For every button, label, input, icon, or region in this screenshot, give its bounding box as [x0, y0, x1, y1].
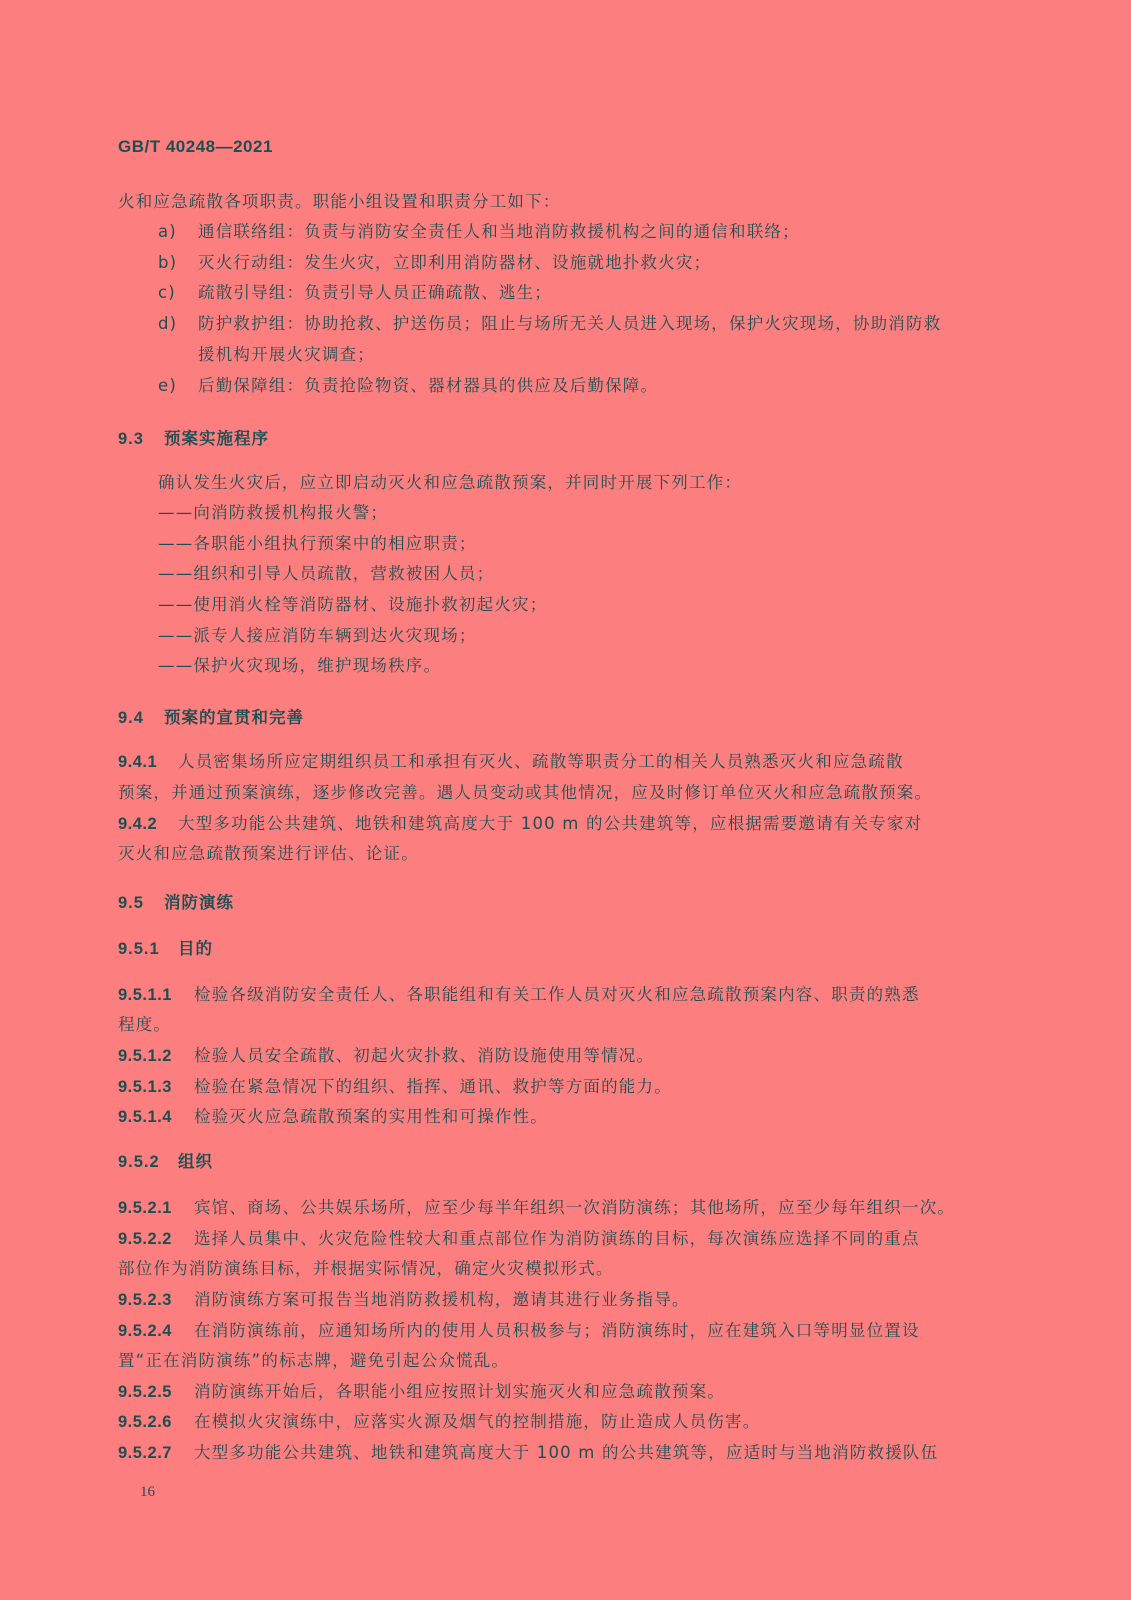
clause-continuation: 灭火和应急疏散预案进行评估、论证。 — [118, 844, 419, 863]
list-item-text: 通信联络组：负责与消防安全责任人和当地消防救援机构之间的通信和联络； — [198, 222, 800, 241]
clause-9-5-1-4 — [118, 1101, 998, 1133]
list-item: ——各职能小组执行预案中的相应职责； — [158, 534, 477, 553]
clause-number: 9.5.2.3 — [118, 1291, 172, 1309]
section-number: 9.5 — [118, 894, 144, 912]
clause-text: 检验在紧急情况下的组织、指挥、通讯、救护等方面的能力。 — [194, 1077, 672, 1096]
list-item-text: 防护救护组：协助抢救、护送伤员；阻止与场所无关人员进入现场，保护火灾现场，协助消防救 — [198, 314, 942, 333]
clause-number: 9.5.2.1 — [118, 1199, 172, 1217]
section-heading-9-3 — [118, 423, 269, 455]
clause-9-5-2-2 — [118, 1223, 998, 1255]
list-item-text: 后勤保障组：负责抢险物资、器材器具的供应及后勤保障。 — [198, 376, 659, 395]
clause-number: 9.5.2.2 — [118, 1230, 172, 1248]
list-item-label: c) — [158, 283, 176, 302]
clause-text: 大型多功能公共建筑、地铁和建筑高度大于 100 m 的公共建筑等，应根据需要邀请有关专家对 — [178, 814, 923, 833]
list-item: ——保护火灾现场，维护现场秩序。 — [158, 656, 442, 675]
clause-text: 宾馆、商场、公共娱乐场所，应至少每半年组织一次消防演练；其他场所，应至少每年组织一次。 — [194, 1198, 956, 1217]
section-title: 组织 — [178, 1152, 213, 1171]
clause-9-5-2-1 — [118, 1192, 998, 1224]
section-intro: 确认发生火灾后，应立即启动灭火和应急疏散预案，并同时开展下列工作： — [158, 473, 743, 492]
section-heading-9-5 — [118, 887, 234, 919]
page-number: 16 — [140, 1484, 155, 1500]
clause-9-5-1-2 — [118, 1040, 998, 1072]
clause-text: 检验灭火应急疏散预案的实用性和可操作性。 — [194, 1107, 548, 1126]
clause-9-4-1 — [118, 746, 998, 778]
list-item — [158, 370, 1038, 401]
list-item: ——使用消火栓等消防器材、设施扑救初起火灾； — [158, 595, 548, 614]
section-number: 9.5.2 — [118, 1153, 160, 1171]
list-item: ——向消防救援机构报火警； — [158, 503, 389, 522]
section-heading-9-4 — [118, 702, 304, 734]
list-item: ——派专人接应消防车辆到达火灾现场； — [158, 626, 477, 645]
clause-9-5-2-7 — [118, 1437, 998, 1469]
list-item-continuation: 援机构开展火灾调查； — [198, 345, 375, 364]
clause-text: 在模拟火灾演练中，应落实火源及烟气的控制措施，防止造成人员伤害。 — [194, 1412, 761, 1431]
clause-9-5-2-5 — [118, 1376, 998, 1408]
list-item — [158, 216, 1038, 247]
section-number: 9.3 — [118, 430, 144, 448]
clause-text: 消防演练方案可报告当地消防救援机构，邀请其进行业务指导。 — [194, 1290, 690, 1309]
clause-text: 大型多功能公共建筑、地铁和建筑高度大于 100 m 的公共建筑等，应适时与当地消防救援队伍 — [194, 1443, 939, 1462]
clause-continuation: 预案，并通过预案演练，逐步修改完善。遇人员变动或其他情况，应及时修订单位灭火和应急疏散预案。 — [118, 783, 933, 802]
list-item-text: 疏散引导组：负责引导人员正确疏散、逃生； — [198, 283, 552, 302]
clause-9-5-1-3 — [118, 1071, 998, 1103]
list-item-label: e) — [158, 376, 177, 395]
clause-text: 消防演练开始后，各职能小组应按照计划实施灭火和应急疏散预案。 — [194, 1382, 725, 1401]
clause-number: 9.5.1.2 — [118, 1047, 172, 1065]
list-item — [158, 277, 1038, 308]
list-item — [158, 247, 1038, 278]
list-item-label: d) — [158, 314, 178, 333]
subsection-heading-9-5-1 — [118, 933, 213, 965]
clause-9-5-2-3 — [118, 1284, 998, 1316]
clause-number: 9.4.1 — [118, 753, 158, 771]
section-number: 9.4 — [118, 709, 144, 727]
standard-code: GB/T 40248—2021 — [118, 137, 273, 156]
section-number: 9.5.1 — [118, 940, 160, 958]
clause-number: 9.5.2.4 — [118, 1322, 172, 1340]
list-item: ——组织和引导人员疏散，营救被困人员； — [158, 564, 495, 583]
clause-text: 在消防演练前，应通知场所内的使用人员积极参与；消防演练时，应在建筑入口等明显位置设 — [194, 1321, 920, 1340]
list-item — [158, 308, 1038, 339]
clause-text: 人员密集场所应定期组织员工和承担有灭火、疏散等职责分工的相关人员熟悉灭火和应急疏散 — [178, 752, 904, 771]
clause-continuation: 程度。 — [118, 1015, 172, 1034]
clause-9-4-2 — [118, 808, 998, 840]
section-title: 预案实施程序 — [164, 429, 269, 448]
intro-paragraph: 火和应急疏散各项职责。职能小组设置和职责分工如下： — [118, 192, 561, 211]
clause-number: 9.5.2.6 — [118, 1413, 172, 1431]
clause-number: 9.5.1.1 — [118, 986, 172, 1004]
clause-text: 选择人员集中、火灾危险性较大和重点部位作为消防演练的目标，每次演练应选择不同的重点 — [194, 1229, 920, 1248]
clause-text: 检验人员安全疏散、初起火灾扑救、消防设施使用等情况。 — [194, 1046, 655, 1065]
clause-9-5-2-4 — [118, 1315, 998, 1347]
clause-number: 9.5.2.7 — [118, 1444, 172, 1462]
clause-9-5-1-1 — [118, 979, 998, 1011]
list-item-label: a) — [158, 222, 177, 241]
clause-continuation: 置“正在消防演练”的标志牌，避免引起公众慌乱。 — [118, 1351, 510, 1370]
subsection-heading-9-5-2 — [118, 1146, 213, 1178]
clause-number: 9.5.2.5 — [118, 1383, 172, 1401]
clause-continuation: 部位作为消防演练目标，并根据实际情况，确定火灾模拟形式。 — [118, 1259, 614, 1278]
section-title: 消防演练 — [164, 893, 234, 912]
list-item-label: b) — [158, 253, 178, 272]
clause-number: 9.5.1.3 — [118, 1078, 172, 1096]
clause-number: 9.5.1.4 — [118, 1108, 172, 1126]
clause-number: 9.4.2 — [118, 815, 158, 833]
section-title: 预案的宣贯和完善 — [164, 708, 304, 727]
clause-9-5-2-6 — [118, 1406, 998, 1438]
section-title: 目的 — [178, 939, 213, 958]
clause-text: 检验各级消防安全责任人、各职能组和有关工作人员对灭火和应急疏散预案内容、职责的熟悉 — [194, 985, 920, 1004]
list-item-text: 灭火行动组：发生火灾，立即利用消防器材、设施就地扑救火灾； — [198, 253, 712, 272]
